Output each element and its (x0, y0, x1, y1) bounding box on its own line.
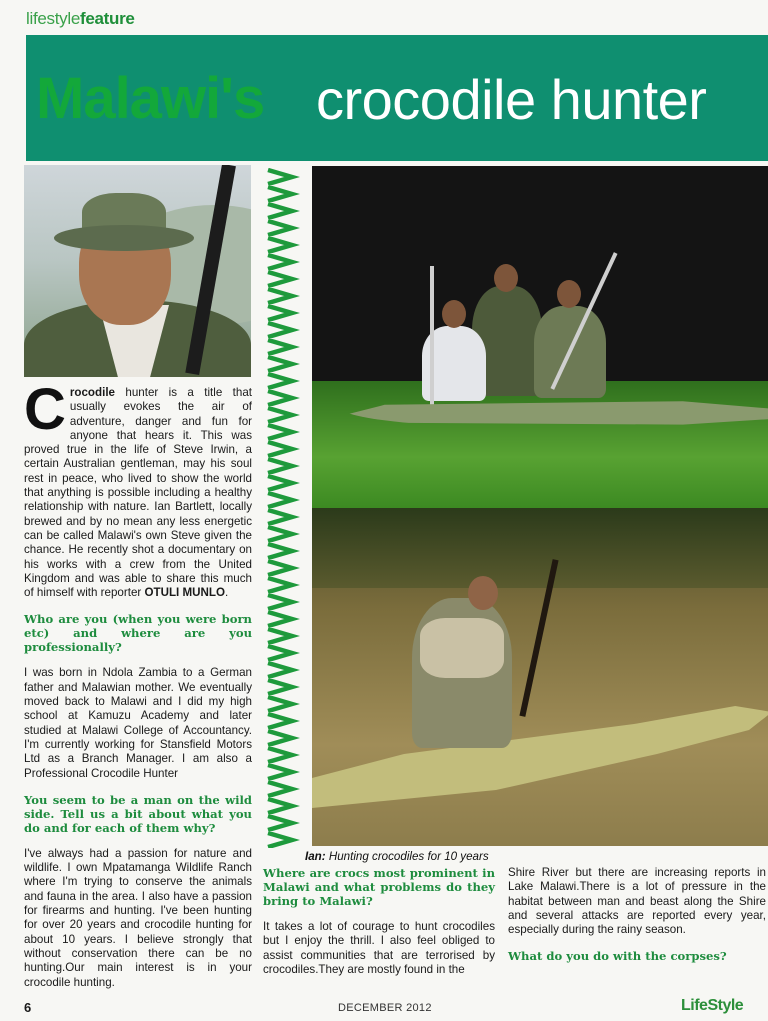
drop-cap: C (24, 377, 66, 442)
intro-body: hunter is a title that usually evokes the air of adventure, danger and fun for anyone that hears it. This was proved true in the life of Steve Irwin, a certain Australian gentleman, may his soul rest in peace, who lived to show the world that anything is possible including a healthy relationship with nature. Ian Bartlett, locally brewed and by no mean any less energetic can be called Malawi's own Steve given the chance. He recently shot a documentary on his works with a crew from the United Kingdom and was able to share this much of himself with reporter (24, 386, 252, 600)
answer-3: It takes a lot of courage to hunt crocodiles but I enjoy the thrill. I also feel obliged to assist communities that are terrorised by crocodiles.They are mostly found in the (263, 920, 495, 976)
title-banner (26, 35, 768, 161)
hunter-croc-photo (312, 508, 768, 846)
section-tag-bold: feature (80, 9, 135, 28)
question-4: What do you do with the corpses? (508, 949, 727, 964)
intro-paragraph: Crocodile hunter is a title that usually evokes the air of adventure, danger and fun for anyone that hears it. This was proved true in the life of Steve Irwin, a certain Australian gentleman, may his soul rest in peace, who lived to show the world that anything is possible including a healthy relationship with nature. Ian Bartlett, locally brewed and by no mean any less energetic can be called Malawi's own Steve given the chance. He recently shot a documentary on his works with a crew from the United Kingdom and was able to share this much of himself with reporter OTULI MUNLO. (24, 377, 252, 600)
question-1: Who are you (when you were born etc) and where are you professionally? (24, 612, 252, 655)
zigzag-divider (264, 168, 300, 848)
intro-lead: rocodile (69, 386, 115, 399)
portrait-photo (24, 165, 251, 377)
answer-3-continued: Shire River but there are increasing reports in Lake Malawi.There is a lot of pressure in the habitat between man and beast along the Shire and several attacks are reported every year, especially during the rainy season. (508, 866, 766, 937)
title-malawi: Malawi's (36, 66, 265, 131)
section-tag-light: lifestyle (26, 9, 80, 28)
issue-date: DECEMBER 2012 (338, 1002, 432, 1014)
group-croc-photo (312, 166, 768, 508)
reporter-name: OTULI MUNLO (144, 586, 225, 600)
caption-name: Ian: (305, 850, 326, 863)
article-column-2 (263, 866, 495, 977)
answer-1: I was born in Ndola Zambia to a German father and Malawian mother. We eventually moved back to Malawi and I did my high school at Kamuzu Academy and later studied at Malawi College of Accountancy. I'm currently working for Stansfield Motors Ltd as a Branch Manager. I am also a Professional Crocodile Hunter (24, 666, 252, 780)
answer-2: I've always had a passion for nature and wildlife. I own Mpatamanga Wildlife Ranch where I'm trying to conserve the animals and fauna in the area. I also have a passion for firearms and hunting. I've been hunting for over 20 years and crocodile hunting for about 10 years. I believe strongly that without conservation there can be no hunting.Our main interest is in your crocodile hunting. (24, 846, 252, 989)
title-crocodile-hunter: crocodile hunter (316, 68, 707, 131)
brand-logo: LifeStyle (681, 997, 744, 1014)
question-3: Where are crocs most prominent in Malawi and what problems do they bring to Malawi? (263, 866, 495, 908)
caption-text: Hunting crocodiles for 10 years (325, 850, 489, 863)
section-tag (26, 9, 135, 29)
page-number: 6 (24, 1000, 32, 1015)
article-column-1 (24, 377, 252, 990)
article-column-3 (508, 866, 766, 963)
question-2: You seem to be a man on the wild side. Tell us a bit about what you do and for each of them why? (24, 792, 252, 835)
photo-caption (305, 850, 489, 863)
